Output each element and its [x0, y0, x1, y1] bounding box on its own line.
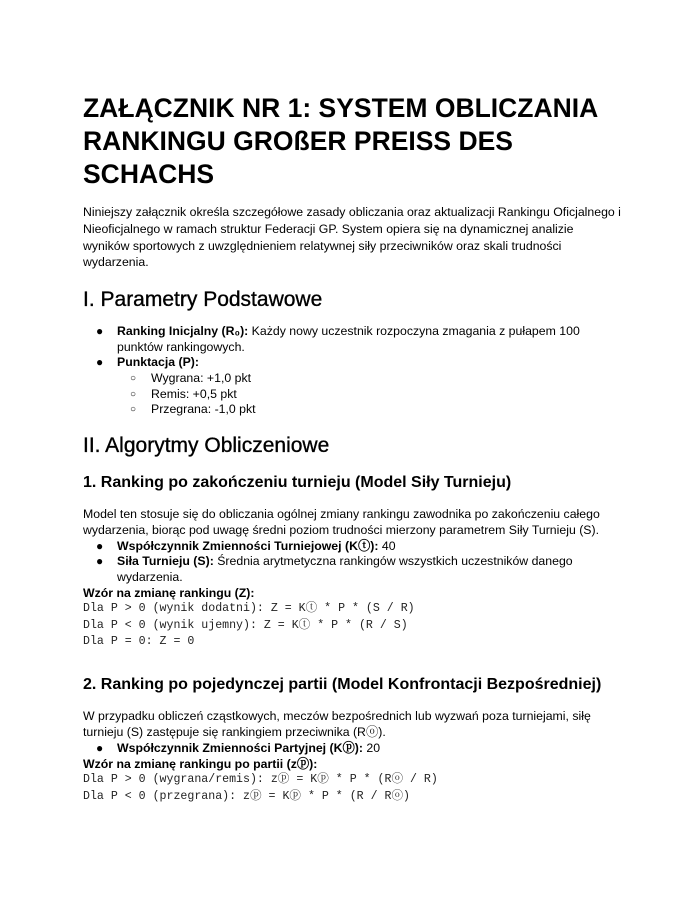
- points-sublist: [117, 371, 623, 418]
- formula-line: Dla P > 0 (wynik dodatni): Z = Kⓣ * P * (S / R): [83, 602, 415, 616]
- item-label: Siła Turnieju (S):: [117, 554, 214, 569]
- bullet-icon: ●: [96, 355, 104, 370]
- sub-item-text: Wygrana: +1,0 pkt: [151, 370, 252, 385]
- subsection-heading-tournament: 1. Ranking po zakończeniu turnieju (Model Siły Turnieju): [83, 473, 512, 491]
- formula-line: Dla P = 0: Z = 0: [83, 634, 195, 648]
- formula-label: Wzór na zmianę rankingu po partii (zⓟ):: [83, 757, 318, 772]
- bullet-icon: ●: [96, 740, 104, 755]
- item-label: Współczynnik Zmienności Partyjnej (Kⓟ):: [117, 740, 363, 755]
- parameters-list: [83, 324, 623, 418]
- list-item: [83, 554, 623, 585]
- section-heading-algorithms: II. Algorytmy Obliczeniowe: [83, 433, 330, 457]
- list-item: [83, 355, 623, 417]
- bullet-icon: ●: [96, 538, 104, 553]
- subsection-heading-game: 2. Ranking po pojedynczej partii (Model Konfrontacji Bezpośredniej): [83, 675, 602, 693]
- formula-line: Dla P > 0 (wygrana/remis): zⓟ = Kⓟ * P * (Rⓞ / R): [83, 773, 438, 787]
- sub-list-item: [117, 387, 623, 403]
- sub-list-item: [117, 371, 623, 387]
- circle-bullet-icon: ○: [130, 372, 137, 384]
- formula-line: Dla P < 0 (wynik ujemny): Z = Kⓣ * P * (R / S): [83, 618, 408, 632]
- item-label: Ranking Inicjalny (R₀):: [117, 324, 249, 339]
- list-item: [83, 324, 623, 355]
- document-page: [83, 92, 623, 805]
- formula-line: Dla P < 0 (przegrana): zⓟ = Kⓟ * P * (R / Rⓞ): [83, 789, 410, 803]
- sub-item-text: Remis: +0,5 pkt: [151, 386, 237, 401]
- formula-label: Wzór na zmianę rankingu (Z):: [83, 586, 255, 601]
- subsection-paragraph: Model ten stosuje się do obliczania ogólnej zmiany rankingu zawodnika po zakończeniu całego wydarzenia, biorąc pod uwagę średni poziom trudności mierzony parametrem Siły Turnieju (S).: [83, 506, 600, 538]
- intro-paragraph: Niniejszy załącznik określa szczegółowe zasady obliczania oraz aktualizacji Rankingu Oficjalnego i Nieoficjalnego w ramach struktur Federacji GP. System opiera się na dynamicznej analizie wyników sportowych z uwzględnieniem relatywnej siły przeciwników oraz skali trudności wydarzenia.: [83, 205, 621, 270]
- sub-item-text: Przegrana: -1,0 pkt: [151, 402, 256, 417]
- circle-bullet-icon: ○: [130, 404, 137, 416]
- game-parameters-list: [83, 741, 623, 757]
- item-text: Średnia arytmetyczna rankingów wszystkich uczestników danego wydarzenia.: [117, 554, 573, 584]
- list-item: [83, 539, 623, 555]
- item-text: Każdy nowy uczestnik rozpoczyna zmagania z pułapem 100 punktów rankingowych.: [117, 324, 580, 354]
- item-label: Punktacja (P):: [117, 355, 199, 370]
- list-item: [83, 741, 623, 757]
- sub-list-item: [117, 402, 623, 418]
- item-label: Współczynnik Zmienności Turniejowej (Kⓣ):: [117, 538, 379, 553]
- bullet-icon: ●: [96, 324, 104, 339]
- document-title: ZAŁĄCZNIK NR 1: SYSTEM OBLICZANIA RANKINGU GROßER PREISS DES SCHACHS: [83, 93, 598, 189]
- subsection-paragraph: W przypadku obliczeń cząstkowych, meczów bezpośrednich lub wyzwań poza turniejami, siłę turnieju (S) zastępuje się rankingiem przeciwnika (Rⓞ).: [83, 708, 591, 740]
- circle-bullet-icon: ○: [130, 388, 137, 400]
- section-heading-parameters: I. Parametry Podstawowe: [83, 288, 323, 312]
- item-text: 40: [378, 538, 396, 553]
- bullet-icon: ●: [96, 554, 104, 569]
- tournament-parameters-list: [83, 539, 623, 586]
- item-text: 20: [362, 740, 381, 755]
